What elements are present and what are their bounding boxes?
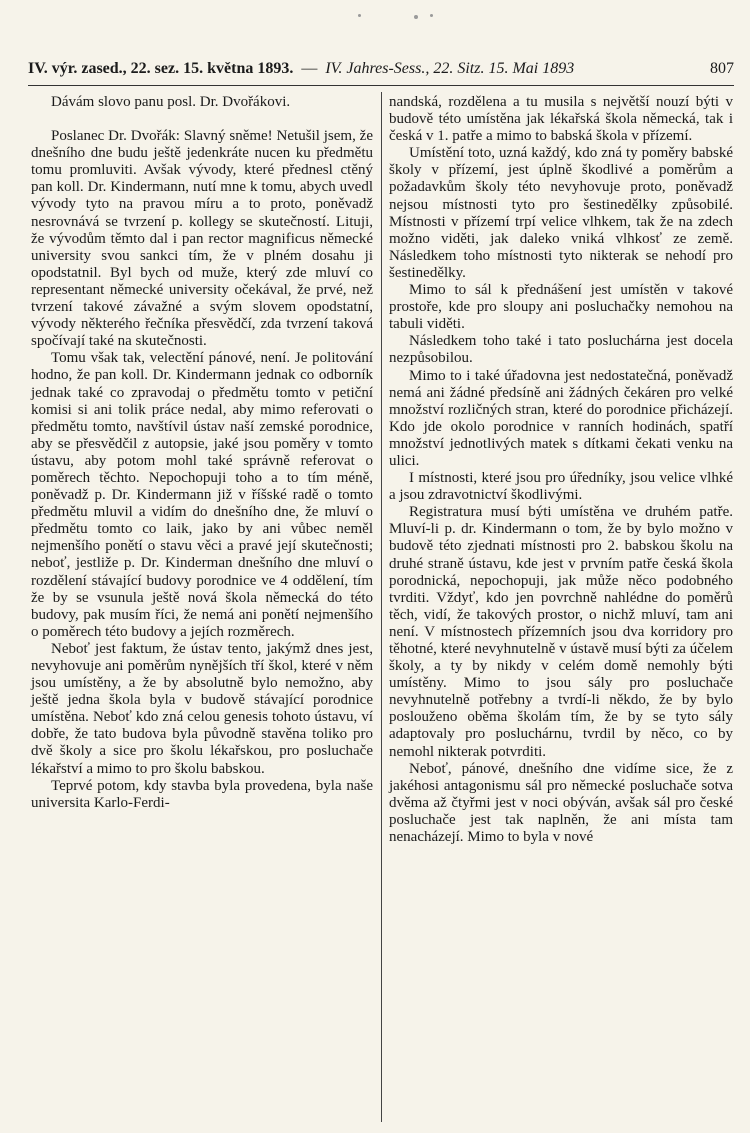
print-speck xyxy=(414,15,418,19)
header-separator: — xyxy=(301,60,318,77)
paragraph: Teprvé potom, kdy stavba byla provedena, byla naše universita Karlo-Ferdi- xyxy=(31,777,373,811)
paragraph: Následkem toho také i tato posluchárna jest docela nezpůsobilou. xyxy=(389,333,733,367)
paragraph: Mimo to i také úřadovna jest nedostatečná, poněvadž nemá ani žádné předsíně ani žádných čekáren pro velké množství rozličných stran, které do porodnice přicházejí. Kdo jde okolo porodnice v ranních hodinách, spatří množství jednotlivých matek s dítkami čekati venku na ulici. xyxy=(389,367,733,469)
header-rule xyxy=(28,85,734,86)
header-german: IV. Jahres-Sess., 22. Sitz. 15. Mai 1893 xyxy=(325,60,575,77)
print-speck xyxy=(430,14,433,17)
running-header xyxy=(28,60,734,84)
right-column xyxy=(389,94,733,846)
print-speck xyxy=(358,14,361,17)
paragraph: Registratura musí býti umístěna ve druhém patře. Mluví-li p. dr. Kindermann o tom, že by bylo možno v budově této zjednati místnosti pro 2. babskou školu na druhé straně ústavu, kde jest v prvním patře česká škola porodnická, nepochopuji, jak může něco podobného tvrditi. Vždyť, kdo jen povrchně nahlédne do poměrů těch, vidí, že takových prostor, o nichž mluví, tam ani není. V místnostech přízemních jsou dva korridory pro těhotné, které nevyhnutelně v ústavě musí býti za účelem školy, a ty by nikdy v celém domě nemohly býti umístěny. Mimo to jsou sály pro posluchače nevyhnutelně potřebny a tvrdí-li někdo, že by bylo poslouženo oběma školám tím, že by se tyto sály adaptovaly pro posluchárnu, tvrdil by něco, co by nemohl nikterak potvrditi. xyxy=(389,504,733,760)
paragraph: Umístění toto, uzná každý, kdo zná ty poměry babské školy v přízemí, jest úplně škodlivé a poměrům a požadavkům školy této nevyhovuje proto, poněvadž nejsou místnosti tyto pro šestinedělky způsobilé. Místnosti v přízemí trpí velice vlhkem, tak že na zdech možno viděti, jak daleko vniká vlhkosť ze země. Následkem toho místnosti tyto nikterak se nehodí pro šestinedělky. xyxy=(389,145,733,281)
paragraph: Neboť, pánové, dnešního dne vidíme sice, že z jakéhosi antagonismu sál pro německé posluchače sotva dvěma až čtyřmi jest v noci obýván, avšak sál pro české posluchače jest tak naplněn, že ani místa tam nenacházejí. Mimo to byla v nové xyxy=(389,760,733,846)
page-number: 807 xyxy=(710,60,734,77)
paragraph: nandská, rozdělena a tu musila s největší nouzí býti v budově této umístěna jak lékařská škola německá, tak i česká v 1. patře a mimo to babská škola v přízemí. xyxy=(389,94,733,145)
left-column xyxy=(31,94,373,812)
paragraph: Neboť jest faktum, že ústav tento, jakýmž dnes jest, nevyhovuje ani poměrům nynějších tří škol, které v něm jsou umístěny, a že by absolutně bylo nemožno, aby ještě jedna škola byla v budově stávající porodnice umístěna. Neboť kdo zná celou genesis tohoto ústavu, ví dobře, že tato budova byla původně stavěna toliko pro dvě školy a sice pro školu lékařskou, pro posluchače lékařství a mimo to pro školu babskou. xyxy=(31,640,373,777)
paragraph: Dávám slovo panu posl. Dr. Dvořákovi. xyxy=(51,94,291,110)
column-divider xyxy=(381,92,382,1122)
paragraph: I místnosti, které jsou pro úředníky, jsou velice vlhké a jsou zdravotnictví škodlivými. xyxy=(389,470,733,504)
paragraph: Tomu však tak, velectění pánové, není. Je politování hodno, že pan koll. Dr. Kindermann jednak co odborník jednak také co zpravodaj o předmětu tomto v petiční komisi si ani tolik práce nedal, aby mimo referovati o předmětu tomto, navštívil ústav naší zemské porodnice, aby se přesvědčil z autopsie, jaké jsou poměry v tomto ústavu, aby potom mohl také správně referovat o poměrech těchto. Nepochopuji toho a to tím méně, poněvadž p. Dr. Kindermann již v říšské radě o tomto předmětu mluvil a vidím do dnešního dne, že mluví o předmětu tomto co laik, jako by ani vůbec neměl nejmenšího ponětí o stavu věci a pravé její skutečnosti; neboť, jestliže p. Dr. Kinderman dnešního dne mluví o rozdělení stávající budovy porodnice ve 4 oddělení, tím že by se vsunula ještě nová škola německá do této budovy, pak musím říci, že nemá ani ponětí nejmenšího o poměrech této budovy a jejích rozměrech. xyxy=(31,350,373,640)
paragraph: Mimo to sál k přednášení jest umístěn v takové prostoře, kde pro sloupy ani posluchačky nemohou na tabuli viděti. xyxy=(389,282,733,333)
header-czech: IV. výr. zased., 22. sez. 15. května 1893. xyxy=(28,60,294,77)
paragraph: Poslanec Dr. Dvořák: Slavný sněme! Netušil jsem, že dnešního dne budu ještě jedenkráte nucen ku předmětu tomu promluviti. Avšak vývody, které přednesl ctěný pan koll. Dr. Kindermann, nutí mne k tomu, abych uvedl vývody tyto na pravou míru a to proto, poněvadž nesrovnává se tvrzení p. kollegy se skutečností. Lituji, že vývodům těmto dal i pan rector magnificus německé university svou sankci tím, že v plném dosahu ji opodstatnil. Byl bych od muže, který zde mluví co representant německé university očekával, že prvé, než tvrzení takové závažné a svým slovem opodstatní, vývody některého řečníka přesvědčí, zda tvrzení taková spočívají také na skutečnosti. xyxy=(31,128,373,350)
